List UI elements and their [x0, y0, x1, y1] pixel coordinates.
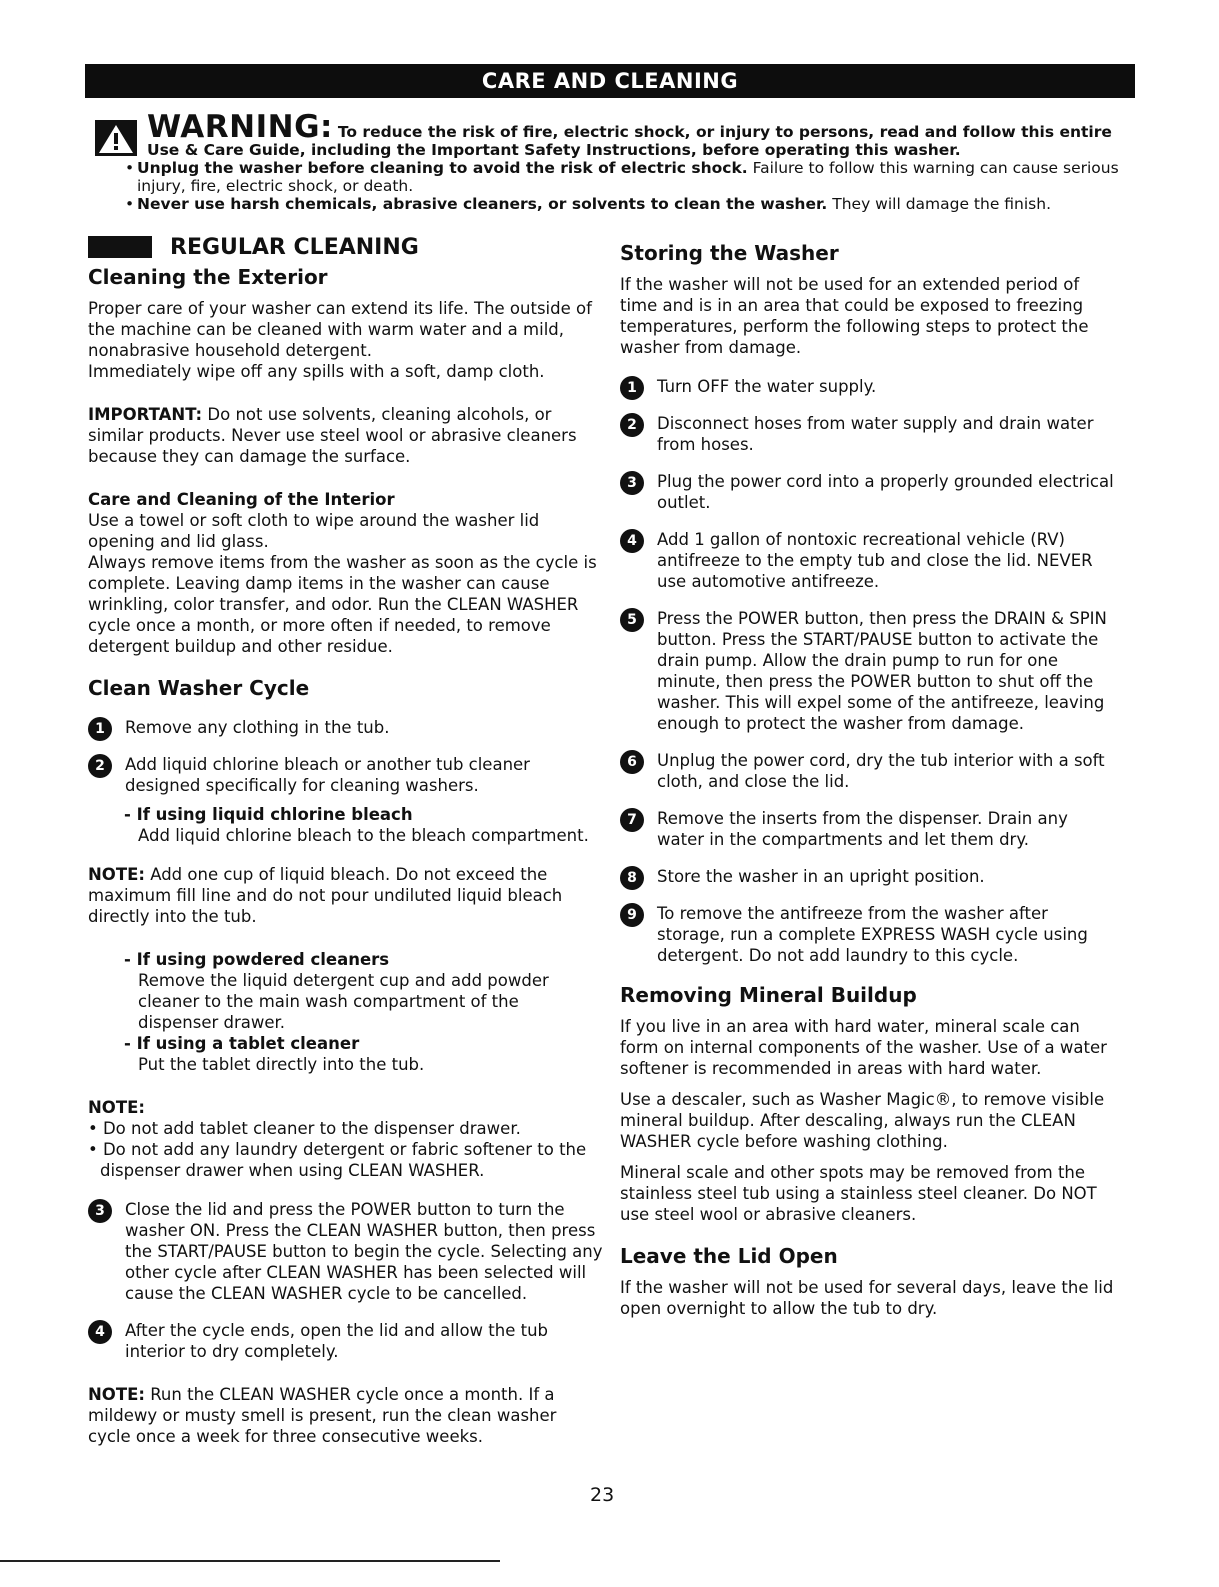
step-number-icon: 2: [620, 413, 644, 437]
storing-step-2: 2 Disconnect hoses from water supply and drain water from hoses.: [620, 413, 1115, 455]
step-number-icon: 1: [88, 717, 112, 741]
exterior-paragraph: Proper care of your washer can extend its life. The outside of the machine can be cleaned with warm water and a mild, nonabrasive household detergent.: [88, 299, 592, 360]
clean-step-2: 2 Add liquid chlorine bleach or another tub cleaner designed specifically for cleaning washers.: [88, 754, 603, 796]
clean-step-3: 3 Close the lid and press the POWER button to turn the washer ON. Press the CLEAN WASHER button, then press the START/PAUSE button to begin the cycle. Selecting any other cycle after CLEAN WASHER has been selected will cause the CLEAN WASHER cycle to be cancelled.: [88, 1199, 603, 1304]
storing-step-7: 7 Remove the inserts from the dispenser. Drain any water in the compartments and let them dry.: [620, 808, 1115, 850]
step-number-icon: 1: [620, 376, 644, 400]
interior-heading: Care and Cleaning of the Interior: [88, 490, 395, 509]
note-item: • Do not add any laundry detergent or fabric softener to the dispenser drawer when using CLEAN WASHER.: [88, 1140, 587, 1180]
warning-block: [95, 109, 1135, 213]
powder-option: - If using powdered cleaners Remove the liquid detergent cup and add powder cleaner to the main wash compartment of the dispenser drawer. - If using a tablet cleaner Put the tablet directly into the tub.: [124, 950, 549, 1074]
bleach-note: NOTE: Add one cup of liquid bleach. Do not exceed the maximum fill line and do not pour undiluted liquid bleach directly into the tub.: [88, 865, 563, 926]
step-number-icon: 4: [620, 529, 644, 553]
storing-step-5: 5 Press the POWER button, then press the DRAIN & SPIN button. Press the START/PAUSE button to activate the drain pump. Allow the drain pump to run for one minute, then press the POWER button to shut off the washer. This will expel some of the antifreeze, leaving enough to protect the washer from damage.: [620, 608, 1115, 734]
step-number-icon: 8: [620, 866, 644, 890]
warning-word: WARNING:: [147, 109, 333, 145]
warning-intro: To reduce the risk of fire, electric shock, or injury to persons, read and follow this entire Use & Care Guide, including the Important Safety Instructions, before operating this washer.: [147, 123, 1112, 159]
right-column: [620, 240, 1115, 1319]
storing-heading: Storing the Washer: [620, 241, 839, 265]
step-number-icon: 2: [88, 754, 112, 778]
note-label: NOTE:: [88, 1098, 145, 1117]
storing-step-3: 3 Plug the power cord into a properly grounded electrical outlet.: [620, 471, 1115, 513]
section-bar-icon: [88, 236, 152, 258]
clean-step-4: 4 After the cycle ends, open the lid and allow the tub interior to dry completely.: [88, 1320, 603, 1362]
warning-bullet: • Unplug the washer before cleaning to avoid the risk of electric shock. Failure to follow this warning can cause serious injury, fire, electric shock, or death.: [125, 159, 1135, 195]
storing-step-9: 9 To remove the antifreeze from the washer after storage, run a complete EXPRESS WASH cycle using detergent. Do not add laundry to this cycle.: [620, 903, 1115, 966]
interior-paragraph-2: Always remove items from the washer as soon as the cycle is complete. Leaving damp items in the washer can cause wrinkling, color transfer, and odor. Run the CLEAN WASHER cycle once a month, or more often if needed, to remove detergent buildup and other residue.: [88, 553, 597, 656]
step-number-icon: 3: [620, 471, 644, 495]
clean-washer-heading: Clean Washer Cycle: [88, 676, 310, 700]
step-number-icon: 9: [620, 903, 644, 927]
mineral-heading: Removing Mineral Buildup: [620, 983, 917, 1007]
exterior-heading: Cleaning the Exterior: [88, 265, 328, 289]
storing-step-6: 6 Unplug the power cord, dry the tub interior with a soft cloth, and close the lid.: [620, 750, 1115, 792]
warning-heading: [95, 109, 1135, 159]
storing-paragraph: If the washer will not be used for an extended period of time and is in an area that could be exposed to freezing temperatures, perform the following steps to protect the washer from damage.: [620, 275, 1089, 357]
step-number-icon: 4: [88, 1320, 112, 1344]
step-number-icon: 7: [620, 808, 644, 832]
page-number: 23: [590, 1484, 615, 1506]
clean-step-1: 1 Remove any clothing in the tub.: [88, 717, 603, 738]
lid-heading: Leave the Lid Open: [620, 1244, 838, 1268]
step-number-icon: 3: [88, 1199, 112, 1223]
left-column: [88, 236, 603, 1447]
warning-bullets: [95, 159, 1135, 213]
warning-bullet: • Never use harsh chemicals, abrasive cleaners, or solvents to clean the washer. They will damage the finish.: [125, 195, 1135, 213]
storing-step-1: 1 Turn OFF the water supply.: [620, 376, 1115, 397]
monthly-note: NOTE: Run the CLEAN WASHER cycle once a month. If a mildewy or musty smell is present, run the clean washer cycle once a week for three consecutive weeks.: [88, 1385, 557, 1446]
mineral-paragraph-3: Mineral scale and other spots may be removed from the stainless steel tub using a stainless steel cleaner. Do NOT use steel wool or abrasive cleaners.: [620, 1163, 1097, 1224]
section-heading: REGULAR CLEANING: [88, 236, 603, 258]
note-list: [88, 1118, 603, 1181]
storing-step-4: 4 Add 1 gallon of nontoxic recreational vehicle (RV) antifreeze to the empty tub and close the lid. NEVER use automotive antifreeze.: [620, 529, 1115, 592]
bottom-divider: [0, 1560, 500, 1562]
warning-triangle-icon: [95, 120, 137, 156]
storing-step-8: 8 Store the washer in an upright position.: [620, 866, 1115, 887]
lid-paragraph: If the washer will not be used for several days, leave the lid open overnight to allow the tub to dry.: [620, 1278, 1114, 1318]
note-item: • Do not add tablet cleaner to the dispenser drawer.: [88, 1119, 521, 1138]
interior-paragraph: Use a towel or soft cloth to wipe around the washer lid opening and lid glass.: [88, 511, 540, 551]
step-number-icon: 6: [620, 750, 644, 774]
step-number-icon: 5: [620, 608, 644, 632]
important-paragraph: IMPORTANT: Do not use solvents, cleaning alcohols, or similar products. Never use steel wool or abrasive cleaners because they can damage the surface.: [88, 405, 577, 466]
exterior-paragraph-2: Immediately wipe off any spills with a soft, damp cloth.: [88, 362, 545, 381]
mineral-paragraph-2: Use a descaler, such as Washer Magic®, to remove visible mineral buildup. After descaling, always run the CLEAN WASHER cycle before washing clothing.: [620, 1090, 1105, 1151]
liquid-bleach-option: - If using liquid chlorine bleach Add liquid chlorine bleach to the bleach compartment.: [124, 805, 589, 845]
mineral-paragraph-1: If you live in an area with hard water, mineral scale can form on internal components of the washer. Use of a water softener is recommended in areas with hard water.: [620, 1017, 1107, 1078]
page-banner: CARE AND CLEANING: [85, 64, 1135, 98]
